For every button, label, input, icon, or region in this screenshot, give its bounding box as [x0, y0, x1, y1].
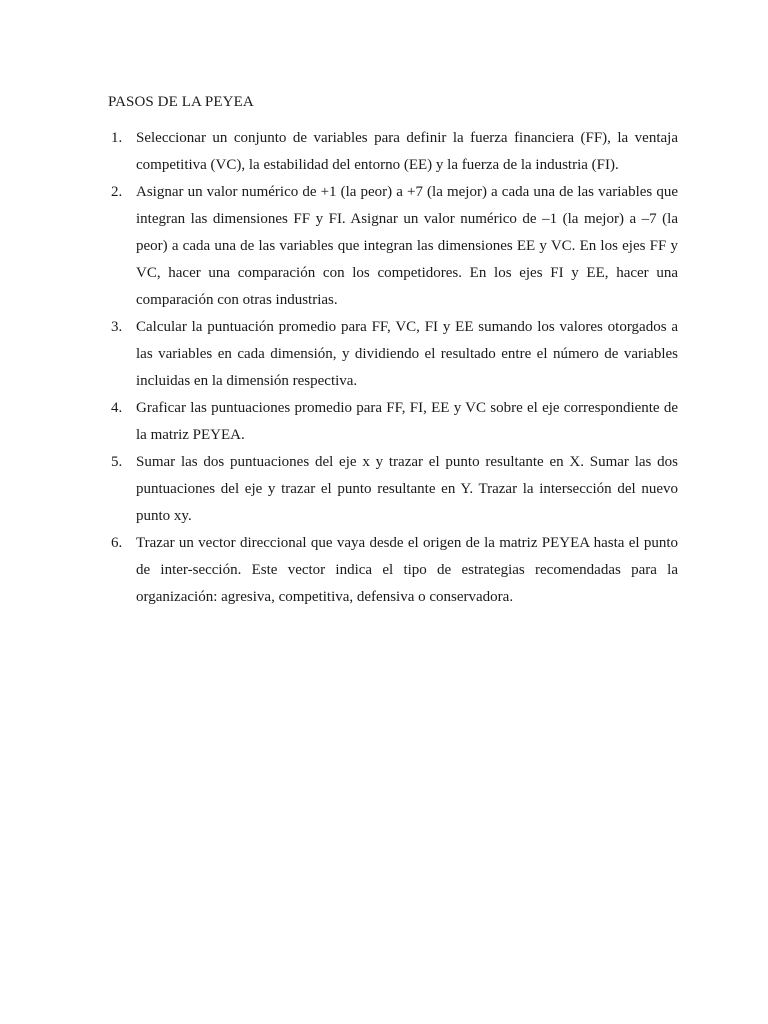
list-item [108, 395, 678, 449]
list-item [108, 125, 678, 179]
list-item [108, 530, 678, 611]
step-text: Trazar un vector direccional que vaya desde el origen de la matriz PEYEA hasta el punto de inter-sección. Este vector indica el tipo de estrategias recomendadas para la organización: agresiva, competitiva, defensiva o conservadora. [136, 535, 678, 605]
list-item [108, 179, 678, 314]
step-text: Sumar las dos puntuaciones del eje x y trazar el punto resultante en X. Sumar las dos puntuaciones del eje y trazar el punto resultante en Y. Trazar la intersección del nuevo punto xy. [136, 454, 678, 524]
step-number: 5. [111, 454, 123, 470]
step-text: Asignar un valor numérico de +1 (la peor) a +7 (la mejor) a cada una de las variables que integran las dimensiones FF y FI. Asignar un valor numérico de –1 (la mejor) a –7 (la peor) a cada una de las variables que integran las dimensiones EE y VC. En los ejes FF y VC, hacer una comparación con los competidores. En los ejes FI y EE, hacer una comparación con otras industrias. [136, 184, 678, 308]
list-item [108, 449, 678, 530]
list-item [108, 314, 678, 395]
step-text: Graficar las puntuaciones promedio para FF, FI, EE y VC sobre el eje correspondiente de la matriz PEYEA. [136, 400, 678, 443]
step-number: 2. [111, 184, 123, 200]
step-number: 3. [111, 319, 123, 335]
step-text: Seleccionar un conjunto de variables para definir la fuerza financiera (FF), la ventaja competitiva (VC), la estabilidad del entorno (EE) y la fuerza de la industria (FI). [136, 130, 678, 173]
step-number: 1. [111, 130, 123, 146]
step-number: 6. [111, 535, 123, 551]
document-title: PASOS DE LA PEYEA [108, 94, 254, 110]
step-text: Calcular la puntuación promedio para FF, VC, FI y EE sumando los valores otorgados a las variables en cada dimensión, y dividiendo el resultado entre el número de variables incluidas en la dimensión respectiva. [136, 319, 678, 389]
step-number: 4. [111, 400, 123, 416]
steps-list [108, 125, 678, 611]
